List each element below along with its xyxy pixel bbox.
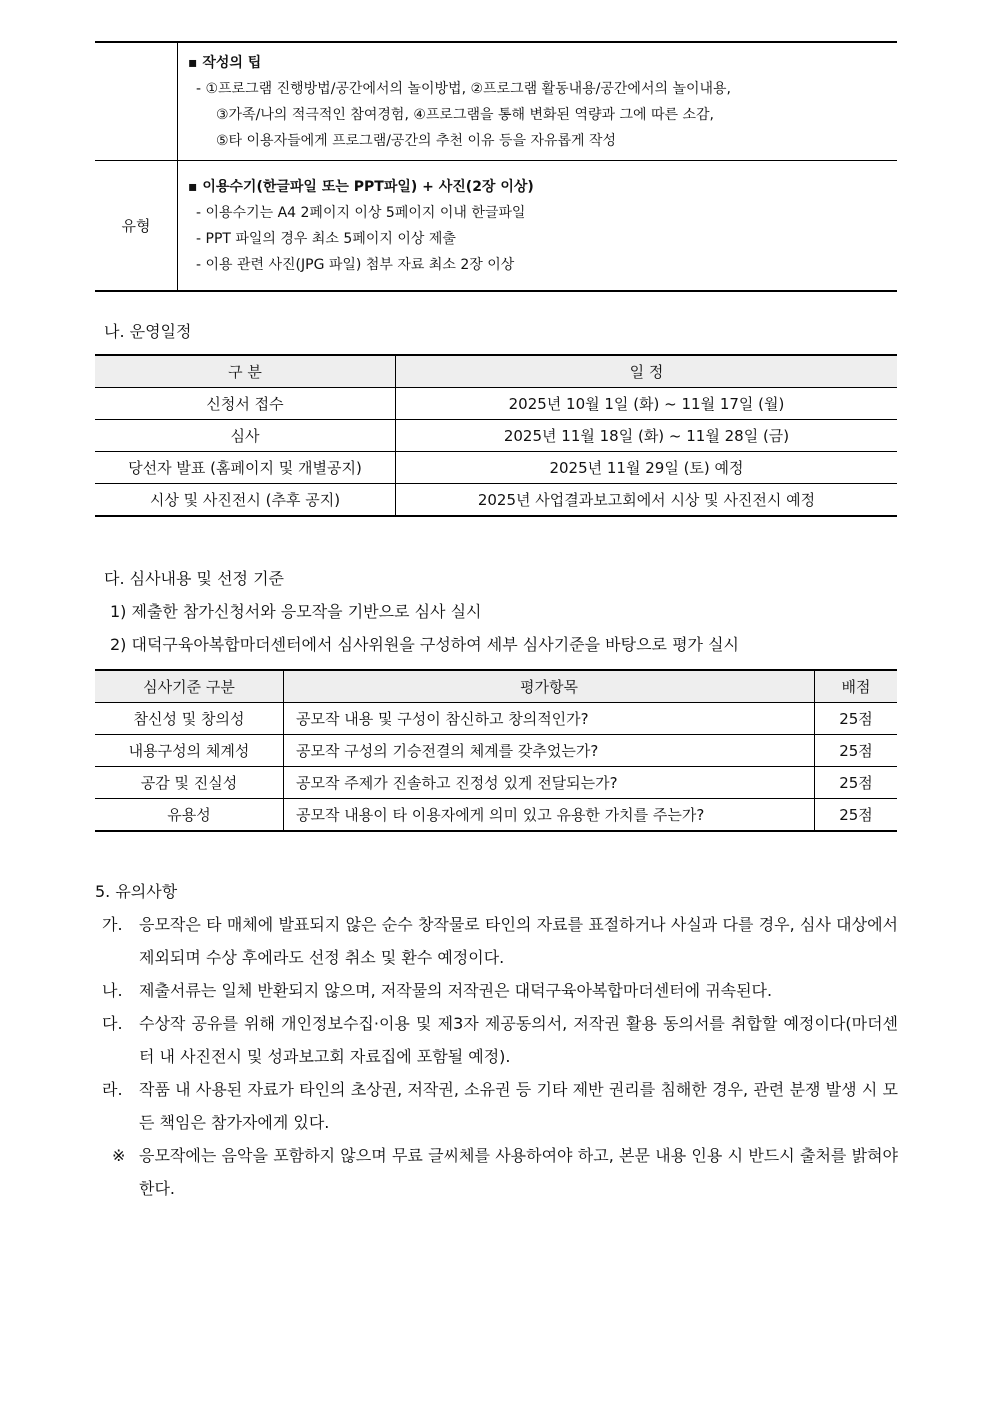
- column-header: 평가항목: [284, 670, 815, 703]
- table-row: [95, 484, 897, 517]
- column-header: 구 분: [95, 355, 396, 388]
- notice-item: [102, 908, 898, 974]
- table-cell: 유용성: [95, 799, 284, 832]
- criteria-item: 1) 제출한 참가신청서와 응모작을 기반으로 심사 실시: [110, 602, 482, 621]
- notice-item: [102, 1073, 898, 1139]
- table-cell: 공모작 내용 및 구성이 참신하고 창의적인가?: [284, 703, 815, 735]
- table-header-row: [95, 670, 897, 703]
- bullet-heading: ▪ 작성의 팁: [188, 54, 262, 71]
- schedule-table: [95, 354, 897, 517]
- table-row: [95, 735, 897, 767]
- table-row: [95, 388, 897, 420]
- row-label: 유형: [95, 161, 178, 292]
- notice-text: 수상작 공유를 위해 개인정보수집·이용 및 제3자 제공동의서, 저작권 활용 동의서를 취합할 예정이다(마더센터 내 사진전시 및 성과보고회 자료집에 포함될 예정).: [139, 1014, 898, 1066]
- type-line: - 이용수기는 A4 2페이지 이상 5페이지 이내 한글파일: [196, 204, 526, 221]
- column-header: 심사기준 구분: [95, 670, 284, 703]
- section-heading-notes: 5. 유의사항: [95, 882, 178, 901]
- notice-item: [102, 1007, 898, 1073]
- type-line: - 이용 관련 사진(JPG 파일) 첨부 자료 최소 2장 이상: [196, 256, 515, 273]
- criteria-item: 2) 대덕구육아복합마더센터에서 심사위원을 구성하여 세부 심사기준을 바탕으로 평가 실시: [110, 635, 739, 654]
- notice-mark: 라.: [102, 1080, 123, 1099]
- table-cell: 25점: [815, 767, 898, 799]
- table-cell: 참신성 및 창의성: [95, 703, 284, 735]
- table-cell: 공모작 구성의 기승전결의 체계를 갖추었는가?: [284, 735, 815, 767]
- writing-tips-cell: [178, 42, 898, 161]
- notice-item: [112, 1139, 898, 1205]
- table-row: [95, 42, 897, 161]
- type-line: - PPT 파일의 경우 최소 5페이지 이상 제출: [196, 230, 456, 247]
- bullet-heading: ▪ 이용수기(한글파일 또는 PPT파일) + 사진(2장 이상): [188, 178, 534, 195]
- table-row: [95, 767, 897, 799]
- tip-line: - ①프로그램 진행방법/공간에서의 놀이방법, ②프로그램 활동내용/공간에서의 놀이내용,: [196, 80, 732, 97]
- section-heading-schedule: 나. 운영일정: [104, 322, 192, 341]
- table-cell: 2025년 11월 18일 (화) ~ 11월 28일 (금): [396, 420, 898, 452]
- table-cell: 2025년 사업결과보고회에서 시상 및 사진전시 예정: [396, 484, 898, 517]
- submission-guide-table: [95, 41, 897, 292]
- table-cell: 신청서 접수: [95, 388, 396, 420]
- table-cell: 공감 및 진실성: [95, 767, 284, 799]
- reference-mark: ※: [112, 1146, 126, 1165]
- table-cell: 25점: [815, 703, 898, 735]
- table-cell: 공모작 주제가 진솔하고 진정성 있게 전달되는가?: [284, 767, 815, 799]
- table-header-row: [95, 355, 897, 388]
- notice-mark: 나.: [102, 981, 123, 1000]
- notice-text: 제출서류는 일체 반환되지 않으며, 저작물의 저작권은 대덕구육아복합마더센터에 귀속된다.: [139, 981, 773, 1000]
- table-cell: 25점: [815, 735, 898, 767]
- table-row: [95, 799, 897, 832]
- tip-line: ③가족/나의 적극적인 참여경험, ④프로그램을 통해 변화된 역량과 그에 따른 소감,: [216, 106, 715, 123]
- notice-text: 응모작에는 음악을 포함하지 않으며 무료 글씨체를 사용하여야 하고, 본문 내용 인용 시 반드시 출처를 밝혀야 한다.: [139, 1146, 898, 1198]
- column-header: 일 정: [396, 355, 898, 388]
- table-cell: 당선자 발표 (홈페이지 및 개별공지): [95, 452, 396, 484]
- column-header: 배점: [815, 670, 898, 703]
- table-cell: 25점: [815, 799, 898, 832]
- table-cell: 2025년 10월 1일 (화) ~ 11월 17일 (월): [396, 388, 898, 420]
- table-row: [95, 703, 897, 735]
- table-cell: 2025년 11월 29일 (토) 예정: [396, 452, 898, 484]
- section-heading-criteria: 다. 심사내용 및 선정 기준: [104, 569, 284, 588]
- criteria-table: [95, 669, 897, 832]
- table-row: [95, 420, 897, 452]
- type-cell: [178, 161, 898, 292]
- tip-line: ⑤타 이용자들에게 프로그램/공간의 추천 이유 등을 자유롭게 작성: [216, 132, 617, 149]
- table-cell: 시상 및 사진전시 (추후 공지): [95, 484, 396, 517]
- table-cell: 심사: [95, 420, 396, 452]
- table-row: [95, 452, 897, 484]
- table-row: [95, 161, 897, 292]
- table-cell: 내용구성의 체계성: [95, 735, 284, 767]
- notice-text: 작품 내 사용된 자료가 타인의 초상권, 저작권, 소유권 등 기타 제반 권리를 침해한 경우, 관련 분쟁 발생 시 모든 책임은 참가자에게 있다.: [139, 1080, 898, 1132]
- notice-item: [102, 974, 898, 1007]
- notice-mark: 가.: [102, 915, 123, 934]
- notice-mark: 다.: [102, 1014, 123, 1033]
- notice-text: 응모작은 타 매체에 발표되지 않은 순수 창작물로 타인의 자료를 표절하거나 사실과 다를 경우, 심사 대상에서 제외되며 수상 후에라도 선정 취소 및 환수 예정이다.: [139, 915, 898, 967]
- row-label: [95, 42, 178, 161]
- table-cell: 공모작 내용이 타 이용자에게 의미 있고 유용한 가치를 주는가?: [284, 799, 815, 832]
